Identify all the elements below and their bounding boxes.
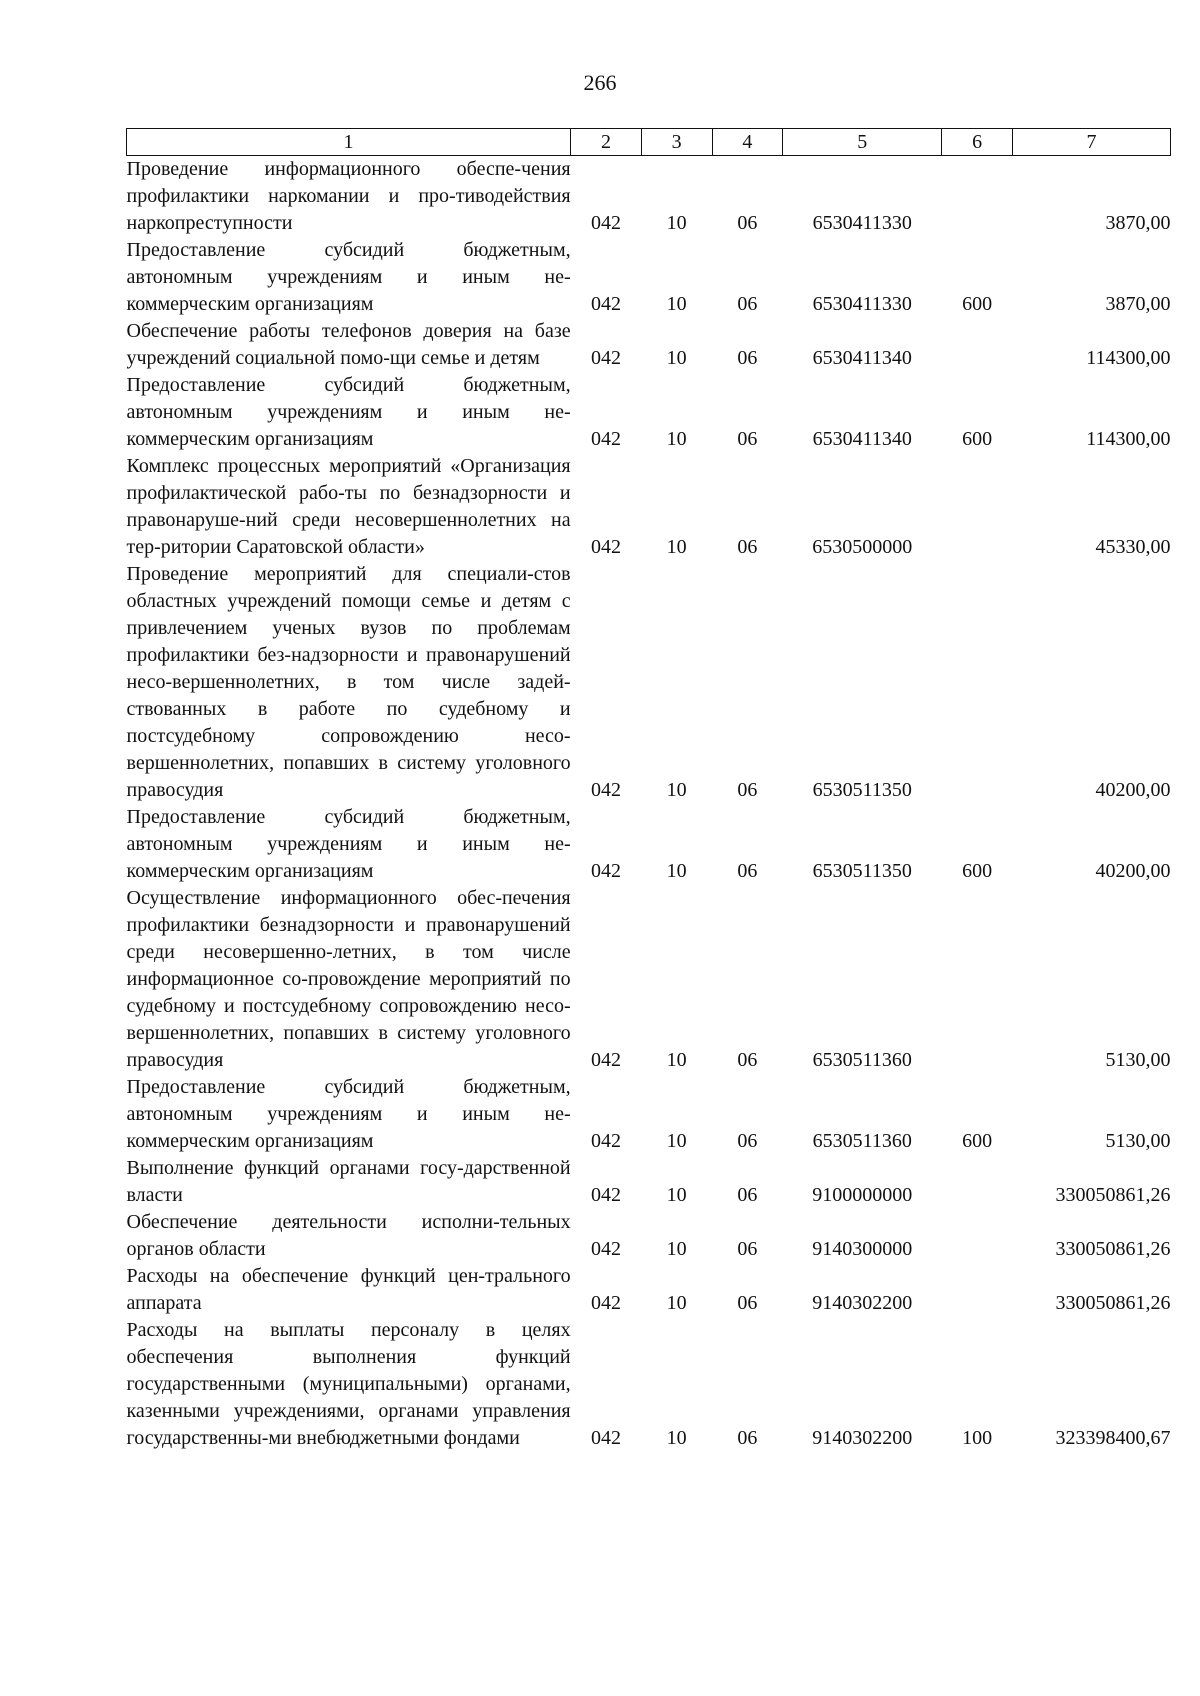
row-subsection: 06: [737, 860, 758, 882]
row-subsection: 06: [737, 212, 758, 234]
row-target-article: 6530411330: [812, 212, 912, 234]
row-subsection: 06: [737, 536, 758, 558]
row-amount: 40200,00: [1095, 779, 1171, 801]
row-section: 10: [666, 779, 687, 801]
row-ministry-code: 042: [590, 293, 621, 315]
table-row: [127, 453, 1171, 561]
row-section: 10: [666, 347, 687, 369]
row-expense-type: [942, 453, 1013, 561]
table-row: [127, 237, 1171, 318]
row-ministry-code: 042: [590, 428, 621, 450]
row-expense-type: 100: [962, 1427, 993, 1449]
row-target-article: 6530511350: [812, 779, 912, 801]
row-name: Обеспечение работы телефонов доверия на базе учреждений социальной помо-щи семье и детям: [126, 320, 571, 369]
table-row: [127, 156, 1171, 238]
row-amount: 330050861,26: [1055, 1238, 1171, 1260]
row-name: Проведение мероприятий для специали-стов областных учреждений помощи семье и детям с привлечением ученых вузов по проблемам профилактики без-надзорности и правонарушений несо-вершеннолетних, в том числе задей-ствованных в работе по судебному и постсудебному сопровождению несо-вершеннолетних, попавших в систему уголовного правосудия: [126, 563, 571, 801]
row-amount: 330050861,26: [1055, 1292, 1171, 1314]
header-col-6: 6: [942, 129, 1013, 156]
row-ministry-code: 042: [590, 860, 621, 882]
row-amount: 330050861,26: [1055, 1184, 1171, 1206]
page-number: 266: [583, 70, 617, 95]
row-expense-type: [942, 156, 1013, 238]
row-ministry-code: 042: [590, 1049, 621, 1071]
row-subsection: 06: [737, 1130, 758, 1152]
row-section: 10: [666, 212, 687, 234]
row-ministry-code: 042: [590, 1427, 621, 1449]
row-name: Осуществление информационного обес-печения профилактики безнадзорности и правонарушений среди несовершенно-летних, в том числе информационное со-провождение мероприятий по судебному и постсудебному сопровождению несо-вершеннолетних, попавших в систему уголовного правосудия: [126, 887, 571, 1071]
row-target-article: 9100000000: [812, 1184, 913, 1206]
header-col-7: 7: [1013, 129, 1171, 156]
row-section: 10: [666, 293, 687, 315]
header-col-1: 1: [127, 129, 571, 156]
row-ministry-code: 042: [590, 1238, 621, 1260]
row-section: 10: [666, 536, 687, 558]
row-subsection: 06: [737, 347, 758, 369]
row-section: 10: [666, 1184, 687, 1206]
row-expense-type: 600: [962, 293, 993, 315]
header-col-3: 3: [641, 129, 712, 156]
row-name: Расходы на обеспечение функций цен-трального аппарата: [126, 1265, 571, 1314]
row-name: Выполнение функций органами госу-дарственной власти: [126, 1157, 571, 1206]
budget-table: [126, 128, 1171, 1452]
row-ministry-code: 042: [590, 536, 621, 558]
row-target-article: 9140302200: [812, 1427, 913, 1449]
row-expense-type: [942, 1263, 1013, 1317]
row-subsection: 06: [737, 1238, 758, 1260]
table-row: [127, 1209, 1171, 1263]
row-section: 10: [666, 1049, 687, 1071]
row-name: Проведение информационного обеспе-чения профилактики наркомании и про-тиводействия наркопреступности: [126, 158, 571, 234]
row-subsection: 06: [737, 1184, 758, 1206]
row-amount: 323398400,67: [1055, 1427, 1171, 1449]
row-name: Обеспечение деятельности исполни-тельных органов области: [126, 1211, 571, 1260]
row-subsection: 06: [737, 1427, 758, 1449]
row-name: Предоставление субсидий бюджетным, автономным учреждениям и иным не-коммерческим организациям: [126, 1076, 571, 1152]
row-amount: 40200,00: [1095, 860, 1171, 882]
table-row: [127, 1263, 1171, 1317]
table-row: [127, 1317, 1171, 1452]
row-subsection: 06: [737, 428, 758, 450]
row-expense-type: [942, 885, 1013, 1074]
row-target-article: 9140300000: [812, 1238, 913, 1260]
row-section: 10: [666, 428, 687, 450]
row-ministry-code: 042: [590, 1130, 621, 1152]
row-target-article: 9140302200: [812, 1292, 913, 1314]
row-expense-type: [942, 561, 1013, 804]
row-name: Предоставление субсидий бюджетным, автономным учреждениям и иным не-коммерческим организациям: [126, 374, 571, 450]
table-row: [127, 885, 1171, 1074]
table-row: [127, 561, 1171, 804]
row-target-article: 6530511350: [812, 860, 912, 882]
header-col-2: 2: [571, 129, 642, 156]
table-row: [127, 318, 1171, 372]
table-body: [127, 156, 1171, 1453]
row-amount: 3870,00: [1105, 293, 1171, 315]
row-section: 10: [666, 1130, 687, 1152]
header-col-5: 5: [783, 129, 942, 156]
row-subsection: 06: [737, 293, 758, 315]
header-row: [127, 129, 1171, 156]
row-ministry-code: 042: [590, 1292, 621, 1314]
row-target-article: 6530411330: [812, 293, 912, 315]
row-ministry-code: 042: [590, 1184, 621, 1206]
row-expense-type: 600: [962, 860, 993, 882]
row-name: Предоставление субсидий бюджетным, автономным учреждениям и иным не-коммерческим организациям: [126, 806, 571, 882]
row-amount: 3870,00: [1105, 212, 1171, 234]
header-col-4: 4: [712, 129, 783, 156]
row-name: Расходы на выплаты персоналу в целях обеспечения выполнения функций государственными (муниципальными) органами, казенными учреждениями, органами управления государственны-ми внебюджетными фондами: [126, 1319, 571, 1449]
row-amount: 5130,00: [1105, 1049, 1171, 1071]
row-target-article: 6530511360: [812, 1049, 912, 1071]
row-target-article: 6530411340: [812, 428, 912, 450]
row-amount: 45330,00: [1095, 536, 1171, 558]
row-expense-type: [942, 1209, 1013, 1263]
row-name: Предоставление субсидий бюджетным, автономным учреждениям и иным не-коммерческим организациям: [126, 239, 571, 315]
table-row: [127, 1074, 1171, 1155]
row-section: 10: [666, 1292, 687, 1314]
row-subsection: 06: [737, 1292, 758, 1314]
row-section: 10: [666, 1238, 687, 1260]
row-ministry-code: 042: [590, 347, 621, 369]
row-amount: 114300,00: [1086, 347, 1171, 369]
table-row: [127, 372, 1171, 453]
row-ministry-code: 042: [590, 212, 621, 234]
row-ministry-code: 042: [590, 779, 621, 801]
row-expense-type: [942, 318, 1013, 372]
row-subsection: 06: [737, 779, 758, 801]
row-expense-type: [942, 1155, 1013, 1209]
row-section: 10: [666, 1427, 687, 1449]
row-section: 10: [666, 860, 687, 882]
row-target-article: 6530500000: [812, 536, 913, 558]
table-row: [127, 804, 1171, 885]
row-amount: 5130,00: [1105, 1130, 1171, 1152]
row-expense-type: 600: [962, 1130, 993, 1152]
row-expense-type: 600: [962, 428, 993, 450]
table-row: [127, 1155, 1171, 1209]
row-target-article: 6530511360: [812, 1130, 912, 1152]
row-name: Комплекс процессных мероприятий «Организация профилактической рабо-ты по безнадзорности и правонаруше-ний среди несовершеннолетних на тер-ритории Саратовской области»: [126, 455, 571, 558]
row-amount: 114300,00: [1086, 428, 1171, 450]
row-subsection: 06: [737, 1049, 758, 1071]
row-target-article: 6530411340: [812, 347, 912, 369]
